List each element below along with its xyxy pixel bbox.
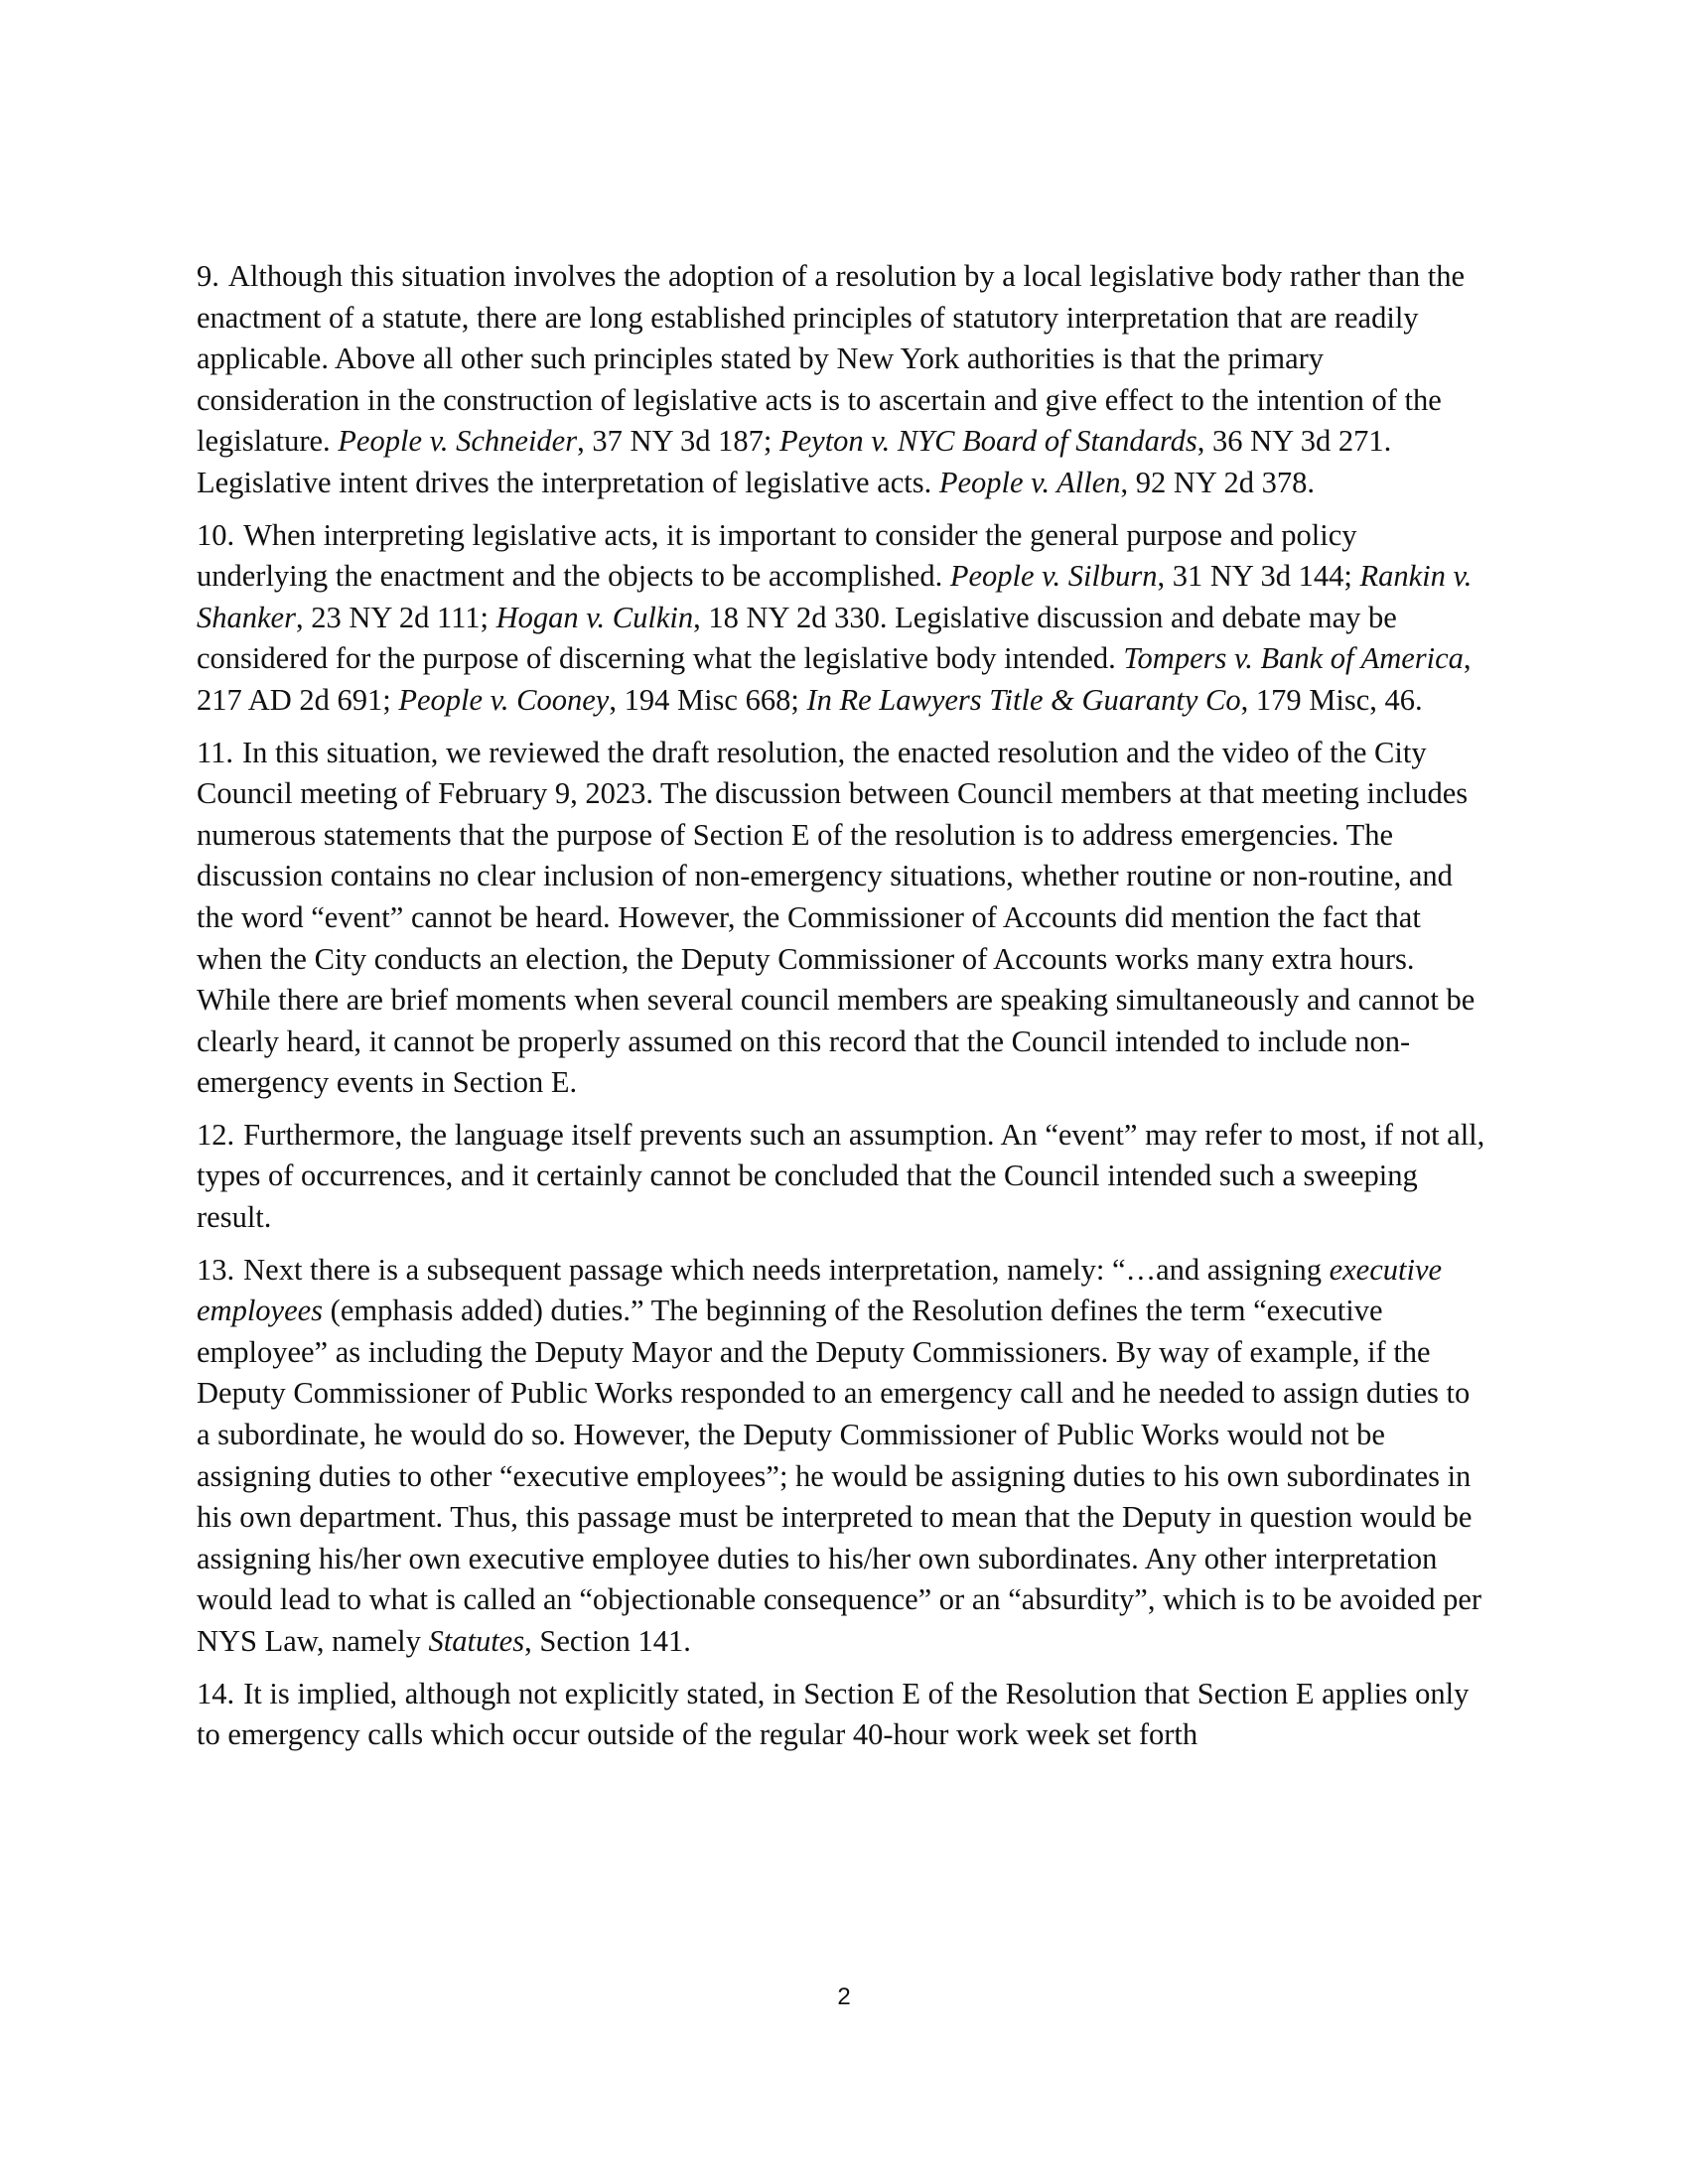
paragraph-text: Next there is a subsequent passage which needs interpretation, namely: “…and assigning — [243, 1252, 1330, 1287]
citation-reference: , 179 Misc, 46. — [1240, 682, 1423, 717]
paragraph-text: Although this situation involves the adoption of a resolution by a local legislative body rather than the enactment of a statute, there are long established principles of statutory interpretation that are readily applicable. Above all other such principles stated by New York authorities is that the primary consideration in the construction of legislative acts is to ascertain and give effect to the intention of the legislature. — [197, 259, 1466, 459]
paragraph-number: 11. — [197, 735, 233, 769]
paragraph-12 — [197, 1115, 1489, 1239]
statute-citation: Statutes — [428, 1624, 525, 1658]
paragraph-9 — [197, 256, 1489, 504]
case-citation: People v. Silburn — [949, 559, 1158, 594]
paragraph-text: In this situation, we reviewed the draft resolution, the enacted resolution and the video of the City Council meeting of February 9, 2023. The discussion between Council members at that meeting includes numerous statements that the purpose of Section E of the resolution is to address emergencies. The discussion contains no clear inclusion of non-emergency situations, whether routine or non-routine, and the word “event” cannot be heard. However, the Commissioner of Accounts did mention the fact that when the City conducts an election, the Deputy Commissioner of Accounts works many extra hours. While there are brief moments when several council members are speaking simultaneously and cannot be clearly heard, it cannot be properly assumed on this record that the Council intended to include non-emergency events in Section E. — [197, 735, 1476, 1100]
case-citation: People v. Schneider — [338, 424, 578, 459]
paragraph-number: 13. — [197, 1252, 235, 1287]
paragraph-11 — [197, 733, 1489, 1104]
citation-reference: , 217 AD 2d 691; — [197, 641, 1472, 717]
paragraph-text: , 36 NY 3d 271. Legislative intent drives the interpretation of legislative acts. — [197, 424, 1392, 499]
paragraph-text: When interpreting legislative acts, it is important to consider the general purpose and policy underlying the enactment and the objects to be accomplished. — [197, 517, 1357, 594]
paragraph-number: 12. — [197, 1117, 235, 1152]
paragraph-text: Furthermore, the language itself prevents such an assumption. An “event” may refer to most, if not all, types of occurrences, and it certainly cannot be concluded that the Council intended such a sweeping result. — [197, 1117, 1485, 1235]
citation-reference: , 194 Misc 668; — [609, 682, 807, 717]
case-citation: In Re Lawyers Title & Guaranty Co — [806, 682, 1241, 717]
case-citation: Peyton v. NYC Board of Standards — [779, 424, 1197, 459]
page-number: 2 — [837, 1983, 851, 2010]
citation-reference: , 31 NY 3d 144; — [1157, 559, 1360, 594]
citation-reference: , 37 NY 3d 187; — [577, 424, 779, 459]
paragraph-number: 9. — [197, 259, 219, 293]
paragraph-text: It is implied, although not explicitly stated, in Section E of the Resolution that Section E applies only to emergency calls which occur outside of the regular 40-hour work week set forth — [197, 1676, 1470, 1752]
paragraph-text: (emphasis added) duties.” The beginning of the Resolution defines the term “executive employee” as including the Deputy Mayor and the Deputy Commissioners. By way of example, if the Deputy Commissioner of Public Works responded to an emergency call and he needed to assign duties to a subordinate, he would do so. However, the Deputy Commissioner of Public Works would not be assigning duties to other “executive employees”; he would be assigning duties to his own subordinates in his own department. Thus, this passage must be interpreted to mean that the Deputy in question would be assigning his/her own executive employee duties to his/her own subordinates. Any other interpretation would lead to what is called an “objectionable consequence” or an “absurdity”, which is to be avoided per NYS Law, namely — [197, 1294, 1482, 1658]
case-citation: People v. Cooney — [398, 682, 610, 717]
citation-reference: , 92 NY 2d 378. — [1120, 465, 1315, 499]
citation-reference: , Section 141. — [524, 1624, 691, 1658]
paragraph-13 — [197, 1250, 1489, 1663]
case-citation: Tompers v. Bank of America — [1123, 641, 1464, 676]
document-body — [197, 256, 1489, 1767]
case-citation: People v. Allen — [938, 465, 1121, 499]
paragraph-14 — [197, 1674, 1489, 1756]
emphasized-term: executive employees — [197, 1252, 1443, 1328]
paragraph-number: 14. — [197, 1676, 235, 1710]
citation-reference: , 23 NY 2d 111; — [295, 600, 496, 634]
paragraph-text: , 18 NY 2d 330. Legislative discussion and debate may be considered for the purpose of discerning what the legislative body intended. — [197, 600, 1397, 676]
paragraph-10 — [197, 515, 1489, 722]
paragraph-number: 10. — [197, 517, 235, 552]
case-citation: Rankin v. Shanker — [197, 559, 1473, 634]
case-citation: Hogan v. Culkin — [495, 600, 694, 634]
